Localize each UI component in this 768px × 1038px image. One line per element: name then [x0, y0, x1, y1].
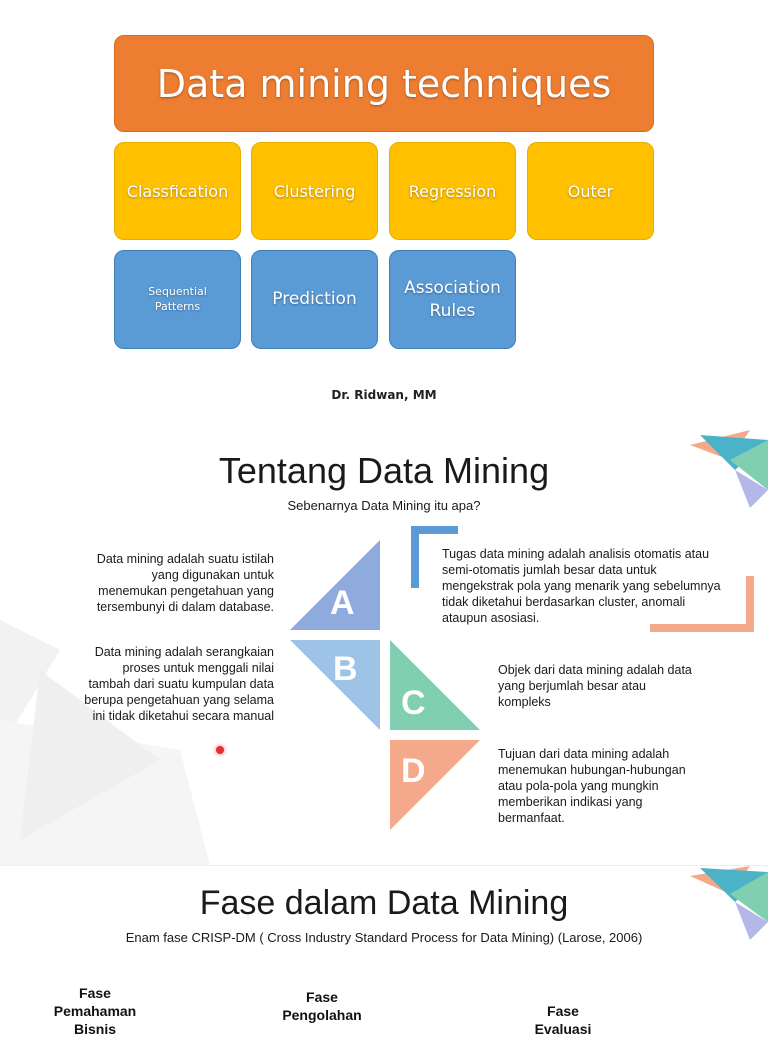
technique-label: Outer: [567, 181, 614, 201]
text-line: Data mining adalah suatu istilah: [96, 552, 274, 566]
text-line: berupa pengetahuan yang selama: [84, 693, 274, 707]
text-line: tersembunyi di dalam database.: [96, 600, 274, 614]
text-line: ataupun asosiasi.: [442, 611, 540, 625]
text-line: ini tidak diketahui secara manual: [92, 709, 274, 723]
phase-line: Fase: [79, 985, 111, 1001]
phase-line: Fase: [547, 1003, 579, 1019]
text-line: mengekstrak pola yang menarik yang sebelumnya: [442, 579, 721, 593]
data-mining-task-text: [442, 546, 742, 626]
phase-line: Pengolahan: [282, 1007, 362, 1023]
technique-box-sequential-patterns: [114, 250, 241, 349]
text-line: semi-otomatis jumlah besar data untuk: [442, 563, 657, 577]
phase-line: Bisnis: [73, 1021, 116, 1037]
text-line: proses untuk menggali nilai: [122, 661, 274, 675]
text-line: Tugas data mining adalah analisis otomatis atau: [442, 547, 710, 561]
text-line: atau pola-pola yang mungkin: [498, 779, 659, 793]
phase-line: Pemahaman: [53, 1003, 137, 1019]
technique-label-line2: Patterns: [154, 299, 201, 313]
technique-box-clustering: [251, 142, 378, 240]
text-line: Objek dari data mining adalah data: [498, 663, 692, 677]
slide2-subtitle: Sebenarnya Data Mining itu apa?: [287, 498, 481, 513]
technique-label-line1: Sequential: [148, 285, 207, 299]
technique-box-classification: [114, 142, 241, 240]
slide-tentang-data-mining: [0, 420, 768, 865]
techniques-title-box: [114, 35, 654, 132]
definition-b-text: [50, 644, 274, 724]
slide3-subtitle: Enam fase CRISP-DM ( Cross Industry Standard Process for Data Mining) (Larose, 2006): [125, 930, 643, 945]
slide-fase-dalam-data-mining: [0, 865, 768, 1037]
phase-evaluation: [508, 1002, 618, 1038]
text-line: menemukan pengetahuan yang: [98, 584, 274, 598]
slide-data-mining-techniques: [0, 0, 768, 420]
author-credit: Dr. Ridwan, MM: [331, 388, 437, 402]
text-line: memberikan indikasi yang: [498, 795, 643, 809]
technique-box-outer: [527, 142, 654, 240]
phase-line: Evaluasi: [534, 1021, 592, 1037]
technique-box-regression: [389, 142, 516, 240]
technique-label-line2: Rules: [429, 300, 476, 321]
text-line: bermanfaat.: [498, 811, 565, 825]
technique-label: Prediction: [272, 289, 357, 310]
pointer-dot: [216, 746, 224, 754]
slide2-title: Tentang Data Mining: [218, 450, 550, 491]
text-line: tidak diketahui berdasarkan cluster, anomali: [442, 595, 686, 609]
letter-b: B: [333, 650, 358, 688]
techniques-title: Data mining techniques: [156, 61, 612, 106]
text-line: Tujuan dari data mining adalah: [498, 747, 670, 761]
phase-line: Fase: [306, 989, 338, 1005]
text-line: Data mining adalah serangkaian: [94, 645, 274, 659]
definition-c-text: [498, 662, 738, 710]
text-line: yang berjumlah besar atau: [498, 679, 647, 693]
letter-a: A: [330, 584, 355, 622]
technique-box-association-rules: [389, 250, 516, 349]
technique-label-line1: Association: [404, 277, 501, 298]
phase-business-understanding: [40, 984, 150, 1038]
text-line: kompleks: [498, 695, 551, 709]
definition-d-text: [498, 746, 738, 826]
letter-d: D: [401, 752, 426, 790]
letter-c: C: [401, 684, 426, 722]
technique-box-prediction: [251, 250, 378, 349]
slide3-title: Fase dalam Data Mining: [199, 884, 569, 922]
definition-a-text: [60, 551, 274, 615]
technique-label: Classfication: [126, 181, 229, 201]
text-line: tambah dari suatu kumpulan data: [88, 677, 274, 691]
technique-label: Clustering: [273, 181, 356, 201]
phase-processing: [267, 988, 377, 1024]
text-line: yang digunakan untuk: [151, 568, 274, 582]
technique-label: Regression: [408, 181, 497, 201]
text-line: menemukan hubungan-hubungan: [498, 763, 686, 777]
